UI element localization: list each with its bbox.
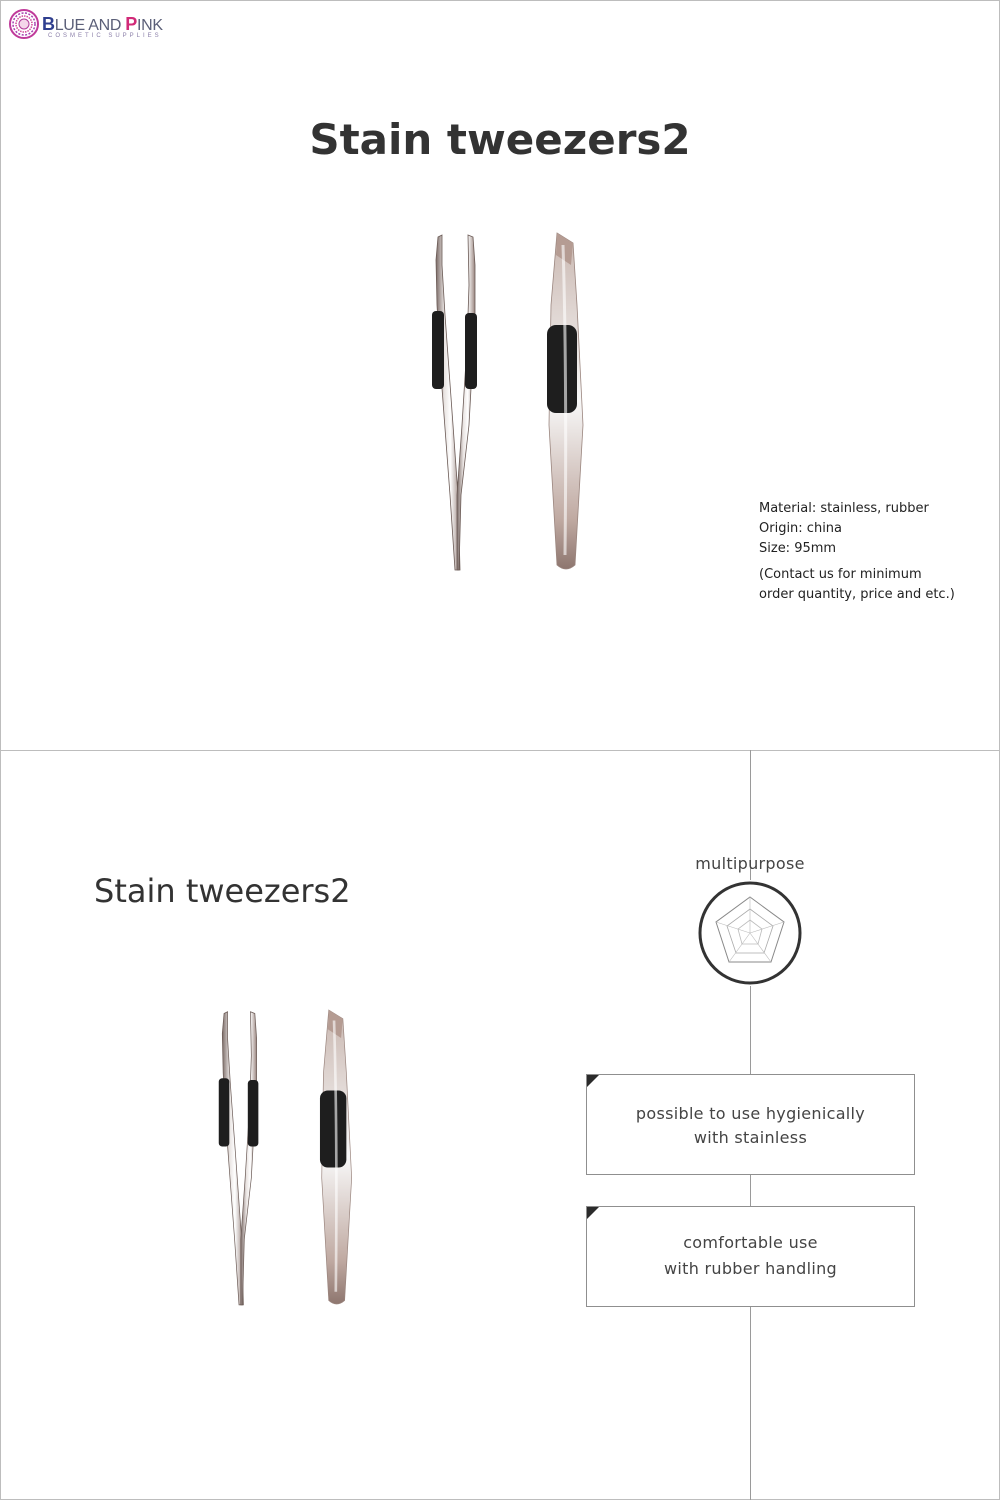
feature-text-line1: comfortable use <box>683 1233 818 1252</box>
product-subtitle: Stain tweezers2 <box>94 872 351 910</box>
spec-note-line1: (Contact us for minimum <box>759 567 922 582</box>
product-image <box>405 225 655 585</box>
section-divider <box>0 750 1000 751</box>
feature-text-line2: with stainless <box>693 1128 808 1147</box>
brand-name: BLUE AND PINK <box>42 14 163 34</box>
flower-logo-icon <box>8 8 40 40</box>
feature-box-comfort <box>586 1206 915 1307</box>
spec-material: Material: stainless, rubber <box>759 501 929 516</box>
brand-logo[interactable] <box>8 8 178 42</box>
spec-origin: Origin: china <box>759 521 843 536</box>
tweezers-illustration <box>195 1003 415 1318</box>
feature-text-line2: with rubber handling <box>664 1259 837 1278</box>
corner-marker <box>587 1075 599 1087</box>
feature-label: multipurpose <box>695 854 805 873</box>
spec-note-line2: order quantity, price and etc.) <box>759 587 955 602</box>
feature-box-hygiene <box>586 1074 915 1175</box>
radar-icon <box>697 880 803 986</box>
product-title: Stain tweezers2 <box>309 115 691 164</box>
tweezers-illustration <box>405 225 655 585</box>
product-image-secondary <box>195 1003 415 1318</box>
product-specs <box>759 499 955 605</box>
spec-size: Size: 95mm <box>759 541 837 556</box>
feature-text-line1: possible to use hygienically <box>635 1104 866 1123</box>
corner-marker <box>587 1207 599 1219</box>
brand-tagline: COSMETIC SUPPLIES <box>48 33 162 39</box>
